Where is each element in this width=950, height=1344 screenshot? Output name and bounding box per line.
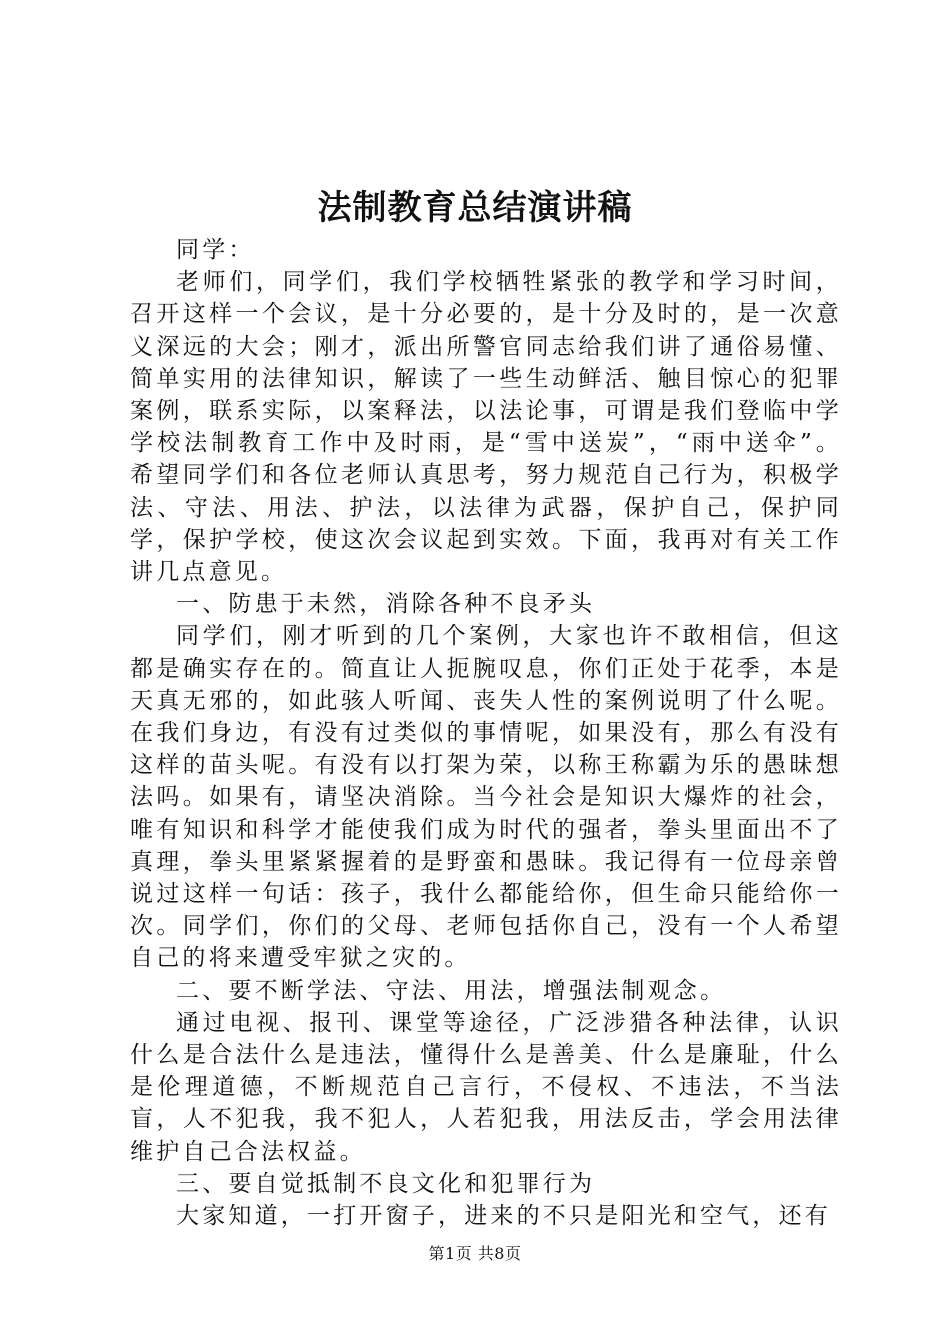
section-heading: 二、要不断学法、守法、用法，增强法制观念。 [176, 977, 727, 1004]
document-body [130, 234, 842, 1232]
body-paragraph: 老师们，同学们，我们学校牺牲紧张的教学和学习时间，召开这样一个会议，是十分必要的，是十分及时的，是一次意义深远的大会；刚才，派出所警官同志给我们讲了通俗易懂、简单实用的法律知识，解读了一些生动鲜活、触目惊心的犯罪案例，联系实际，以案释法，以法论事，可谓是我们登临中学学校法制教育工作中及时雨，是“雪中送炭”，“雨中送伞”。希望同学们和各位老师认真思考，努力规范自己行为，积极学法、守法、用法、护法，以法律为武器，保护自己，保护同学，保护学校，使这次会议起到实效。下面，我再对有关工作讲几点意见。 [130, 269, 842, 586]
document-title: 法制教育总结演讲稿 [317, 188, 633, 228]
section-heading: 三、要自觉抵制不良文化和犯罪行为 [176, 1170, 596, 1197]
page-footer: 第1页 共8页 [428, 1244, 522, 1263]
body-paragraph: 同学们，刚才听到的几个案例，大家也许不敢相信，但这都是确实存在的。简直让人扼腕叹息，你们正处于花季，本是天真无邪的，如此骇人听闻、丧失人性的案例说明了什么呢。在我们身边，有没有过类似的事情呢，如果没有，那么有没有这样的苗头呢。有没有以打架为荣，以称王称霸为乐的愚昧想法吗。如果有，请坚决消除。当今社会是知识大爆炸的社会，唯有知识和科学才能使我们成为时代的强者，拳头里面出不了真理，拳头里紧紧握着的是野蛮和愚昧。我记得有一位母亲曾说过这样一句话：孩子，我什么都能给你，但生命只能给你一次。同学们，你们的父母、老师包括你自己，没有一个人希望自己的将来遭受牢狱之灾的。 [130, 623, 842, 972]
body-paragraph: 大家知道，一打开窗子，进来的不只是阳光和空气，还有 [176, 1203, 831, 1230]
salutation: 同学： [176, 237, 255, 263]
section-heading: 一、防患于未然，消除各种不良矛头 [176, 591, 596, 618]
body-paragraph: 通过电视、报刊、课堂等途径，广泛涉猎各种法律，认识什么是合法什么是违法，懂得什么是善美、什么是廉耻，什么是伦理道德，不断规范自己言行，不侵权、不违法，不当法盲，人不犯我，我不犯人，人若犯我，用法反击，学会用法律维护自己合法权益。 [130, 1009, 842, 1165]
